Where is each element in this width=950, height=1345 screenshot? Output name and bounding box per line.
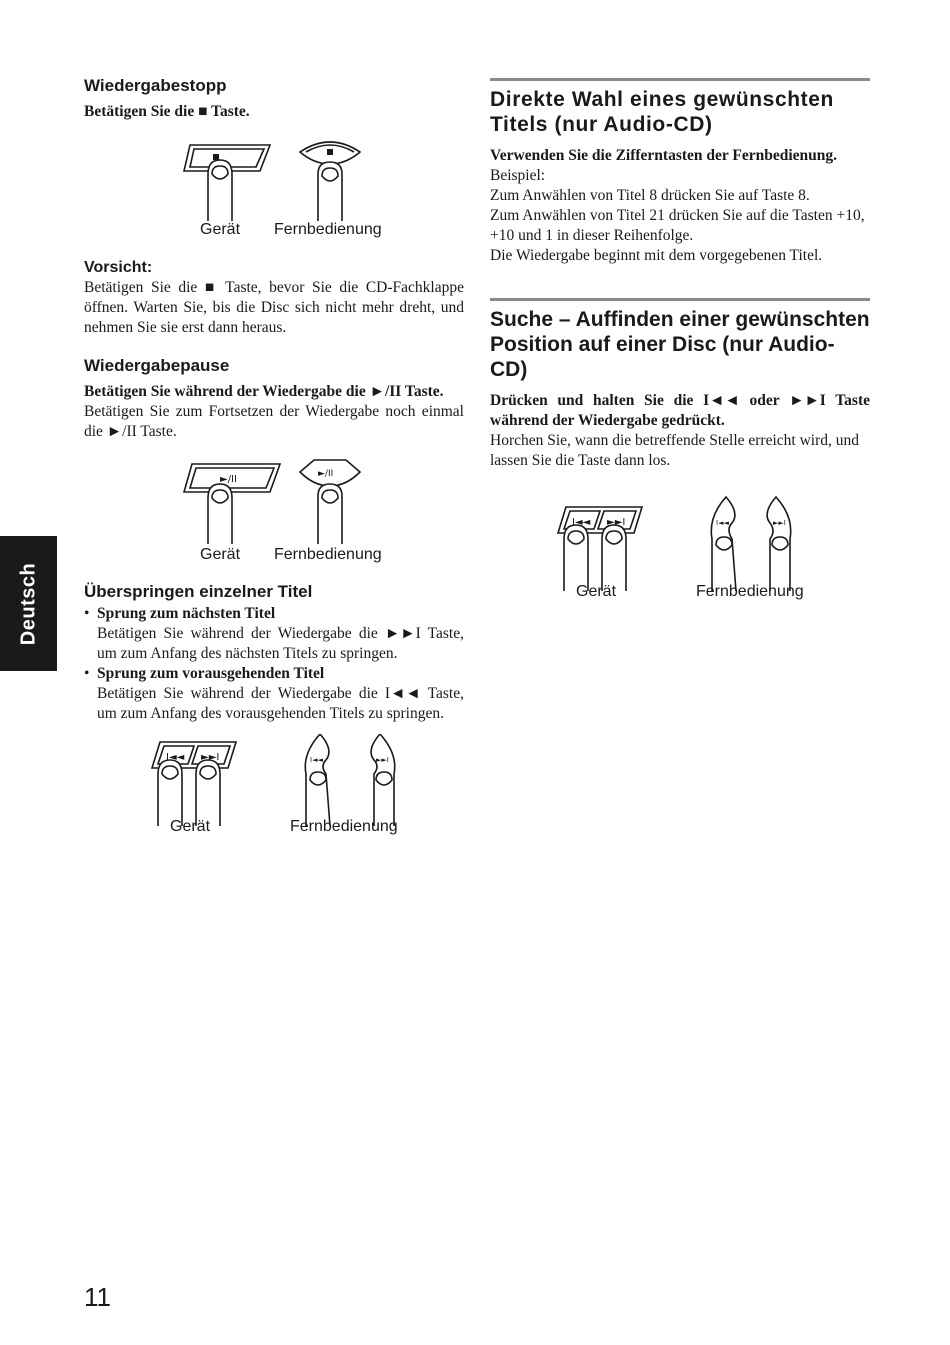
- search-heading: Suche – Auffinden einer gewünschten Position auf einer Disc (nur Audio-CD): [490, 308, 870, 381]
- page-number: 11: [84, 1282, 111, 1312]
- section-rule: [490, 298, 870, 301]
- bullet-icon: •: [84, 605, 90, 622]
- play-pause-button-illustration: [84, 442, 464, 546]
- stop-caption-device: Gerät: [200, 221, 241, 238]
- prev-glyph-device: I◄◄: [166, 752, 185, 763]
- stop-caption-remote: Fernbedienung: [274, 221, 382, 238]
- play-pause-glyph-device: ►/II: [220, 474, 237, 485]
- right-column: [490, 78, 870, 633]
- direct-instruction: Verwenden Sie die Zifferntasten der Fernbedienung.: [490, 147, 838, 164]
- caution-text: Betätigen Sie die ■ Taste, bevor Sie die CD-Fachklappe öffnen. Warten Sie, bis die Disc sich nicht mehr dreht, und nehmen Sie sie erst dann heraus.: [84, 279, 464, 336]
- next-glyph-device: ►►I: [607, 517, 626, 528]
- pause-caption-remote: Fernbedienung: [274, 546, 382, 563]
- direct-line-3: Die Wiedergabe beginnt mit dem vorgegebenen Titel.: [490, 247, 823, 264]
- bullet-icon: •: [84, 665, 90, 682]
- search-text: Horchen Sie, wann die betreffende Stelle erreicht wird, und lassen Sie die Taste dann los.: [490, 432, 859, 469]
- prev-glyph-device: I◄◄: [572, 517, 591, 528]
- stop-button-illustration: [84, 122, 464, 222]
- prev-glyph-remote: I◄◄: [310, 756, 323, 764]
- search-caption-remote: Fernbedienung: [696, 583, 804, 600]
- skip-item-prev-title: Sprung zum vorausgehenden Titel: [97, 665, 325, 682]
- pause-caption-device: Gerät: [200, 546, 241, 563]
- skip-item-prev-text: Betätigen Sie während der Wiedergabe die I◄◄ Taste, um zum Anfang des vorausgehenden Titels zu springen.: [97, 685, 464, 722]
- play-pause-glyph-remote: ►/II: [318, 469, 334, 479]
- skip-figure: [84, 734, 464, 864]
- direct-heading: Direkte Wahl eines gewünschten Titels (nur Audio-CD): [490, 88, 834, 136]
- search-instruction: Drücken und halten Sie die I◄◄ oder ►►I Taste während der Wiedergabe gedrückt.: [490, 392, 870, 429]
- stop-heading: Wiedergabestopp: [84, 76, 227, 95]
- skip-buttons-illustration: [84, 734, 464, 834]
- pause-figure: [84, 442, 464, 572]
- left-column: [84, 76, 464, 864]
- pause-heading: Wiedergabepause: [84, 356, 230, 375]
- section-rule: [490, 78, 870, 81]
- pause-instruction: Betätigen Sie während der Wiedergabe die ►/II Taste.: [84, 383, 444, 400]
- search-buttons-illustration: [490, 493, 870, 597]
- stop-instruction: Betätigen Sie die ■ Taste.: [84, 103, 250, 120]
- stop-figure: [84, 122, 464, 247]
- next-glyph-remote: ►►I: [773, 519, 786, 527]
- search-caption-device: Gerät: [576, 583, 617, 600]
- skip-item-next-text: Betätigen Sie während der Wiedergabe die ►►I Taste, um zum Anfang des nächsten Titels zu springen.: [97, 625, 464, 662]
- skip-caption-remote: Fernbedienung: [290, 818, 398, 835]
- direct-line-2: Zum Anwählen von Titel 21 drücken Sie auf die Tasten +10, +10 und 1 in dieser Reihenfolge.: [490, 207, 865, 244]
- next-glyph-device: ►►I: [201, 752, 220, 763]
- direct-line-example: Beispiel:: [490, 167, 546, 184]
- search-figure: [490, 493, 870, 633]
- language-side-tab-label: Deutsch: [17, 562, 39, 645]
- language-side-tab: [0, 536, 57, 671]
- skip-caption-device: Gerät: [170, 818, 211, 835]
- skip-item-next-title: Sprung zum nächsten Titel: [97, 605, 276, 622]
- skip-item-next: [84, 604, 464, 664]
- prev-glyph-remote: I◄◄: [716, 519, 729, 527]
- skip-heading: Überspringen einzelner Titel: [84, 582, 313, 601]
- next-glyph-remote: ►►I: [376, 756, 389, 764]
- direct-line-1: Zum Anwählen von Titel 8 drücken Sie auf Taste 8.: [490, 187, 810, 204]
- skip-list: [84, 604, 464, 724]
- skip-item-prev: [84, 664, 464, 724]
- caution-heading: Vorsicht:: [84, 259, 153, 276]
- pause-text: Betätigen Sie zum Fortsetzen der Wiedergabe noch einmal die ►/II Taste.: [84, 403, 464, 440]
